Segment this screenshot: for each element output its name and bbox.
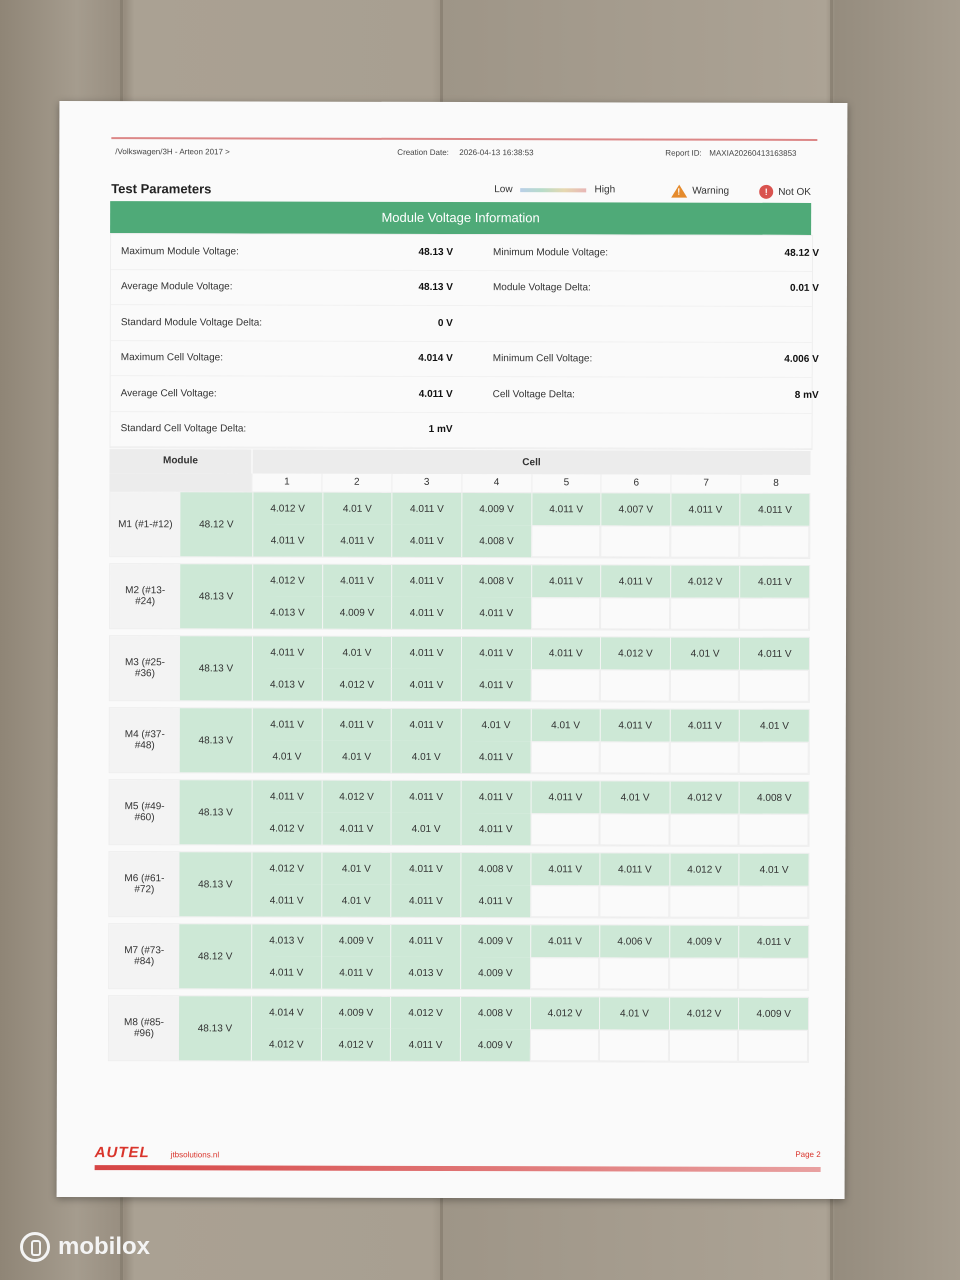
cell-voltage: 4.009 V: [669, 926, 739, 958]
module-rows: [108, 491, 810, 1063]
cell-voltage: 4.01 V: [321, 741, 391, 773]
cell-index: 5: [531, 474, 601, 492]
cell-voltage: 4.008 V: [739, 782, 809, 814]
empty-cell: [738, 1030, 808, 1062]
voltage-summary: [110, 233, 820, 450]
cell-index: 8: [741, 475, 811, 493]
cell-voltage: 4.012 V: [321, 1029, 391, 1061]
cell-voltage: 4.012 V: [251, 812, 321, 844]
module-name: M4 (#37-#48): [110, 708, 180, 772]
cell-voltage: 4.011 V: [600, 853, 670, 885]
cell-voltage: 4.01 V: [391, 813, 461, 845]
table-row: [109, 491, 810, 559]
cell-voltage: 4.011 V: [252, 780, 322, 812]
cell-voltage: 4.011 V: [252, 524, 322, 556]
cell-voltage: 4.013 V: [252, 596, 322, 628]
cell-grid: [251, 852, 808, 917]
cell-grid: [251, 924, 808, 989]
empty-cell: [739, 742, 809, 774]
empty-cell: [530, 813, 600, 845]
cell-voltage: 4.01 V: [739, 710, 809, 742]
gradient-scale: [521, 188, 587, 192]
cell-voltage: 4.011 V: [531, 565, 601, 597]
cell-voltage: 4.011 V: [670, 494, 740, 526]
summary-label: Maximum Module Voltage:: [121, 245, 239, 258]
empty-cell: [600, 597, 670, 629]
cell-grid: [252, 636, 809, 701]
module-name: M1 (#1-#12): [110, 492, 180, 556]
empty-cell: [600, 741, 670, 773]
legend-high: High: [594, 184, 616, 196]
empty-cell: [599, 1029, 669, 1061]
cell-voltage: 4.01 V: [321, 885, 391, 917]
legend-warning: Warning: [692, 185, 730, 197]
module-voltage: 48.12 V: [180, 492, 252, 556]
cell-voltage: 4.011 V: [251, 884, 321, 916]
autel-logo: AUTEL: [94, 1144, 150, 1162]
module-voltage: 48.13 V: [180, 564, 252, 628]
cell-voltage: 4.011 V: [391, 637, 461, 669]
cell-voltage: 4.011 V: [461, 637, 531, 669]
cell-voltage: 4.01 V: [391, 741, 461, 773]
table-row: [109, 635, 810, 703]
cell-voltage: 4.011 V: [530, 853, 600, 885]
cell-voltage: 4.01 V: [252, 740, 322, 772]
cell-voltage: 4.009 V: [321, 925, 391, 957]
cell-voltage: 4.01 V: [600, 781, 670, 813]
summary-value: 0.01 V: [790, 283, 819, 295]
cell-voltage: 4.012 V: [251, 1028, 321, 1060]
module-name: M3 (#25-#36): [110, 636, 180, 700]
cell-voltage: 4.011 V: [391, 709, 461, 741]
cell-grid: [252, 708, 809, 773]
cell-voltage: 4.009 V: [460, 957, 530, 989]
cell-voltage: 4.009 V: [322, 597, 392, 629]
module-voltage: 48.13 V: [179, 996, 251, 1060]
module-name: M5 (#49-#60): [109, 780, 179, 844]
cell-voltage: 4.01 V: [321, 853, 391, 885]
summary-label: Cell Voltage Delta:: [492, 388, 575, 401]
cell-voltage: 4.011 V: [461, 741, 531, 773]
table-row: [109, 563, 810, 631]
summary-value: 1 mV: [428, 424, 453, 436]
cell-voltage: 4.011 V: [740, 494, 810, 526]
summary-value: 48.12 V: [784, 247, 820, 259]
cell-voltage: 4.012 V: [252, 492, 322, 524]
cell-index-row: [109, 473, 810, 493]
cell-voltage: 4.012 V: [321, 669, 391, 701]
empty-cell: [530, 669, 600, 701]
cell-voltage: 4.011 V: [391, 525, 461, 557]
warning-legend: [671, 185, 729, 198]
index-spacer: [109, 473, 251, 491]
table-header: [109, 449, 810, 475]
empty-cell: [600, 525, 670, 557]
cell-voltage: 4.011 V: [321, 813, 391, 845]
summary-value: 48.13 V: [418, 282, 453, 294]
cell-voltage: 4.013 V: [390, 957, 460, 989]
empty-cell: [738, 958, 808, 990]
page-number: Page 2: [795, 1149, 821, 1159]
summary-row: [111, 341, 819, 378]
empty-cell: [739, 598, 809, 630]
cell-voltage: 4.011 V: [322, 565, 392, 597]
summary-value: 4.011 V: [418, 388, 453, 400]
cell-voltage: 4.011 V: [391, 669, 461, 701]
summary-row: [111, 270, 819, 307]
cell-voltage: 4.011 V: [740, 566, 810, 598]
cell-voltage: 4.011 V: [739, 926, 809, 958]
module-voltage: 48.13 V: [180, 636, 252, 700]
module-voltage: 48.13 V: [179, 852, 251, 916]
summary-value: 8 mV: [794, 389, 819, 401]
cell-voltage: 4.008 V: [461, 525, 531, 557]
empty-cell: [599, 885, 669, 917]
summary-row: [111, 412, 812, 449]
empty-cell: [530, 957, 600, 989]
cell-grid: [252, 492, 809, 557]
cell-voltage: 4.011 V: [600, 565, 670, 597]
summary-row: [111, 305, 812, 342]
module-voltage: 48.13 V: [179, 780, 251, 844]
warning-icon: !: [671, 185, 687, 198]
cell-voltage: 4.011 V: [600, 709, 670, 741]
cell-voltage: 4.009 V: [321, 997, 391, 1029]
cell-voltage: 4.012 V: [669, 854, 739, 886]
cell-voltage: 4.011 V: [670, 710, 740, 742]
module-voltage: 48.13 V: [180, 708, 252, 772]
mobilox-logo-icon: [20, 1232, 50, 1262]
cell-voltage: 4.011 V: [390, 925, 460, 957]
module-header: Module: [109, 449, 252, 473]
legend-low: Low: [494, 184, 513, 196]
empty-cell: [669, 742, 739, 774]
cell-voltage: 4.007 V: [600, 493, 670, 525]
cell-grid: [252, 564, 809, 629]
cell-voltage: 4.012 V: [670, 566, 740, 598]
cell-voltage: 4.011 V: [391, 885, 461, 917]
empty-cell: [740, 526, 810, 558]
notok-legend: [759, 185, 811, 199]
cell-voltage: 4.011 V: [392, 493, 462, 525]
empty-cell: [669, 814, 739, 846]
report-id: MAXIA20260413163853: [709, 148, 797, 158]
cell-voltage: 4.008 V: [460, 997, 530, 1029]
module-voltage: 48.12 V: [179, 924, 251, 988]
cell-voltage: 4.01 V: [739, 854, 809, 886]
cell-voltage: 4.012 V: [390, 997, 460, 1029]
cell-voltage: 4.011 V: [460, 813, 530, 845]
empty-cell: [599, 957, 669, 989]
summary-label: Maximum Cell Voltage:: [120, 352, 224, 364]
empty-cell: [531, 597, 601, 629]
cell-voltage: 4.012 V: [669, 782, 739, 814]
cell-voltage: 4.011 V: [461, 597, 531, 629]
cell-voltage: 4.01 V: [599, 997, 669, 1029]
module-name: M6 (#61-#72): [109, 852, 179, 916]
table-row: [108, 851, 809, 919]
cell-voltage: 4.011 V: [460, 781, 530, 813]
cell-voltage: 4.01 V: [461, 709, 531, 741]
footer-rule: [95, 1165, 821, 1172]
cell-voltage: 4.011 V: [390, 1029, 460, 1061]
cell-header: Cell: [522, 456, 541, 468]
cell-voltage: 4.011 V: [251, 956, 321, 988]
cell-voltage: 4.014 V: [251, 996, 321, 1028]
empty-cell: [670, 526, 740, 558]
cell-grid: [251, 780, 808, 845]
cell-voltage: 4.011 V: [321, 957, 391, 989]
empty-cell: [529, 1029, 599, 1061]
summary-value: 4.006 V: [784, 354, 819, 366]
section-banner: Module Voltage Information: [110, 201, 811, 235]
legend-notok: Not OK: [778, 186, 812, 198]
range-legend: [494, 184, 615, 195]
report-page: [57, 101, 848, 1199]
cell-voltage: 4.011 V: [530, 925, 600, 957]
summary-label: Standard Cell Voltage Delta:: [120, 423, 247, 435]
cell-voltage: 4.012 V: [251, 852, 321, 884]
cell-voltage: 4.01 V: [322, 637, 392, 669]
cell-index: 6: [601, 474, 671, 492]
empty-cell: [531, 525, 601, 557]
summary-label: Minimum Cell Voltage:: [492, 353, 593, 365]
summary-label: Minimum Module Voltage:: [493, 246, 609, 259]
cell-voltage: 4.011 V: [391, 565, 461, 597]
summary-label: Module Voltage Delta:: [492, 282, 591, 294]
table-row: [108, 779, 809, 847]
module-name: M7 (#73-#84): [109, 924, 179, 988]
cell-index: 7: [671, 475, 741, 493]
cell-index: 4: [461, 474, 531, 492]
empty-cell: [600, 669, 670, 701]
cell-voltage: 4.012 V: [530, 997, 600, 1029]
cell-voltage: 4.011 V: [321, 709, 391, 741]
empty-cell: [669, 1030, 739, 1062]
cell-index: 1: [251, 473, 321, 491]
cell-voltage: 4.01 V: [530, 709, 600, 741]
empty-cell: [669, 958, 739, 990]
summary-label: Standard Module Voltage Delta:: [120, 316, 263, 329]
cell-voltage: 4.01 V: [322, 493, 392, 525]
empty-cell: [670, 670, 740, 702]
cell-voltage: 4.006 V: [599, 925, 669, 957]
module-name: M8 (#85-#96): [109, 996, 179, 1060]
cell-voltage: 4.011 V: [461, 669, 531, 701]
cell-voltage: 4.011 V: [391, 781, 461, 813]
cell-voltage: 4.008 V: [460, 853, 530, 885]
cell-voltage: 4.009 V: [461, 493, 531, 525]
empty-cell: [670, 598, 740, 630]
creation-date: 2026-04-13 16:38:53: [459, 148, 534, 158]
watermark-text: mobilox: [58, 1233, 151, 1260]
cell-voltage: 4.011 V: [531, 493, 601, 525]
cell-voltage: 4.013 V: [252, 668, 322, 700]
empty-cell: [739, 670, 809, 702]
cell-voltage: 4.009 V: [460, 1029, 530, 1061]
report-id-label: Report ID:: [665, 148, 702, 158]
header-rule: [111, 137, 817, 141]
summary-row: [111, 234, 820, 271]
cell-voltage-table: [108, 449, 811, 1063]
table-row: [109, 707, 810, 775]
empty-cell: [600, 813, 670, 845]
summary-value: 4.014 V: [418, 353, 453, 365]
cell-voltage: 4.011 V: [252, 636, 322, 668]
cell-voltage: 4.013 V: [251, 924, 321, 956]
cell-voltage: 4.009 V: [460, 925, 530, 957]
watermark: [20, 1232, 150, 1262]
empty-cell: [669, 886, 739, 918]
footer-site: jtbsolutions.nl: [170, 1150, 220, 1160]
empty-cell: [530, 741, 600, 773]
summary-label: Average Cell Voltage:: [120, 387, 217, 400]
summary-value: 0 V: [437, 317, 453, 329]
cell-voltage: 4.012 V: [600, 637, 670, 669]
cell-voltage: 4.012 V: [321, 781, 391, 813]
cell-voltage: 4.012 V: [669, 998, 739, 1030]
empty-cell: [739, 886, 809, 918]
table-row: [108, 995, 809, 1063]
cell-index: 3: [391, 474, 461, 492]
cell-voltage: 4.011 V: [530, 781, 600, 813]
table-row: [108, 923, 809, 991]
module-name: M2 (#13-#24): [110, 564, 180, 628]
cell-voltage: 4.011 V: [739, 638, 809, 670]
creation-date-label: Creation Date:: [397, 147, 449, 157]
cell-voltage: 4.012 V: [252, 564, 322, 596]
cell-voltage: 4.008 V: [461, 565, 531, 597]
empty-cell: [530, 885, 600, 917]
cell-voltage: 4.011 V: [530, 637, 600, 669]
test-parameters-title: Test Parameters: [111, 181, 212, 197]
alert-icon: !: [759, 185, 773, 199]
summary-row: [111, 376, 819, 413]
empty-cell: [739, 814, 809, 846]
cell-index: 2: [321, 474, 391, 492]
cell-voltage: 4.011 V: [252, 708, 322, 740]
breadcrumb: /Volkswagen/3H - Arteon 2017 >: [115, 147, 230, 157]
cell-voltage: 4.011 V: [322, 525, 392, 557]
summary-label: Average Module Voltage:: [120, 281, 233, 293]
cell-voltage: 4.01 V: [670, 638, 740, 670]
cell-voltage: 4.011 V: [391, 597, 461, 629]
cell-grid: [251, 996, 808, 1061]
summary-value: 48.13 V: [418, 246, 454, 258]
cell-voltage: 4.011 V: [460, 885, 530, 917]
cell-voltage: 4.011 V: [391, 853, 461, 885]
cell-voltage: 4.009 V: [738, 998, 808, 1030]
